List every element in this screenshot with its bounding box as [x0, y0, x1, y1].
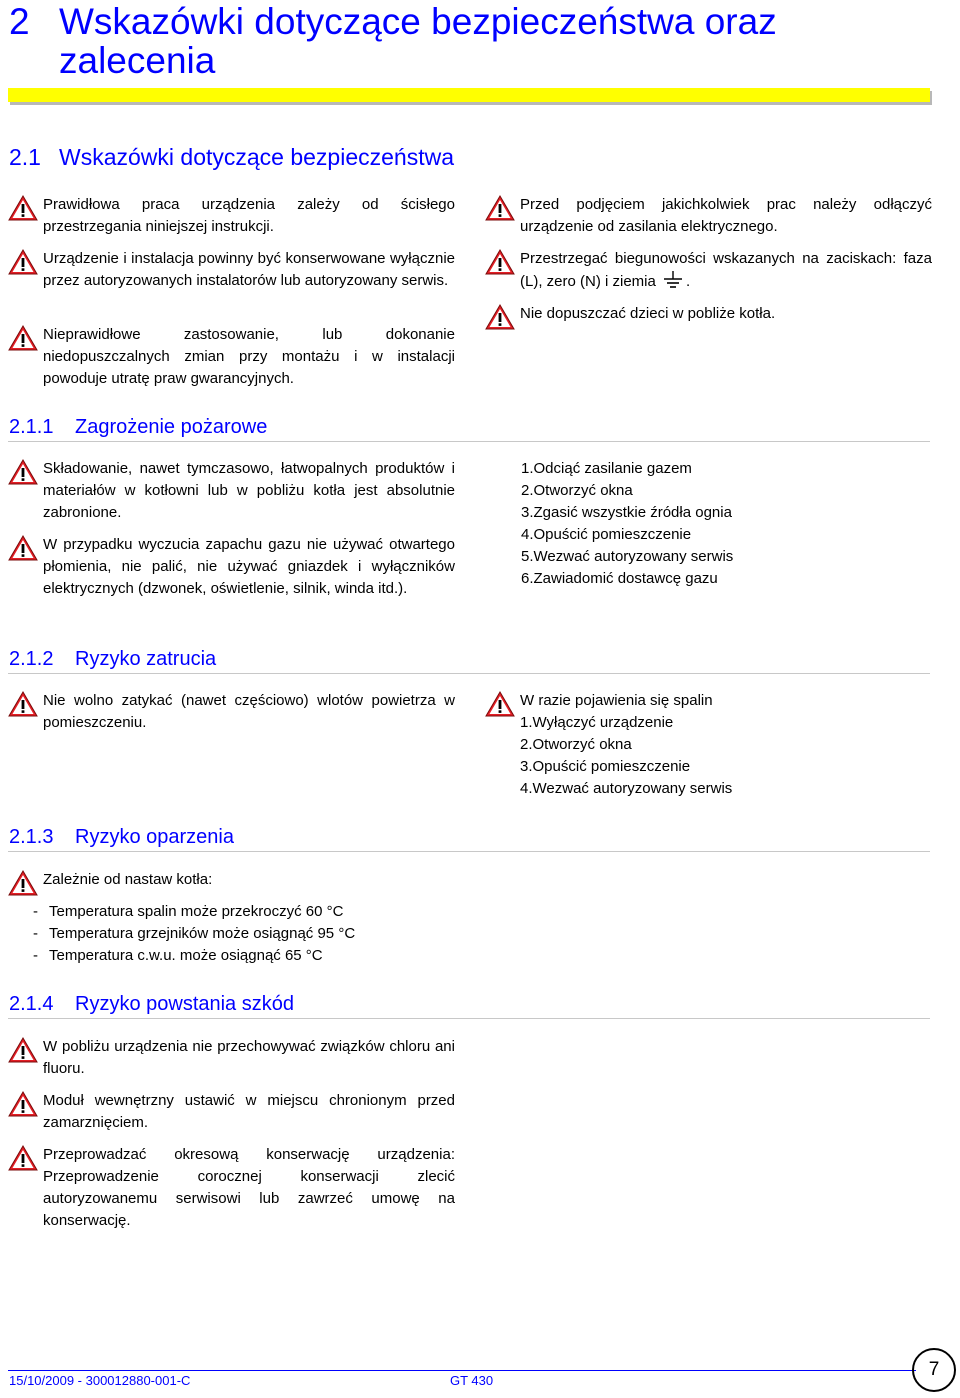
- list-item: 1.Wyłączyć urządzenie: [520, 714, 674, 731]
- warning-icon: [485, 304, 515, 330]
- warning-icon: [8, 325, 38, 351]
- safety-text: Urządzenie i instalacja powinny być konserwowane wyłącznie przez autoryzowanych instalatorów lub autoryzowany serwis.: [43, 250, 455, 289]
- list-item: 5.Wezwać autoryzowany serwis: [521, 548, 734, 565]
- warning-icon: [8, 1037, 38, 1063]
- chapter-title: Wskazówki dotyczące bezpieczeństwa oraz zalecenia: [59, 1, 777, 81]
- list-item: 3.Opuścić pomieszczenie: [520, 758, 691, 775]
- divider: [8, 441, 930, 442]
- divider: [8, 673, 930, 674]
- footer-document-code: 15/10/2009 - 300012880-001-C: [9, 1373, 191, 1388]
- list-item: 2.Otworzyć okna: [521, 482, 633, 499]
- divider: [8, 1018, 930, 1019]
- steps-title: W razie pojawienia się spalin: [520, 692, 713, 709]
- list-item: 2.Otworzyć okna: [520, 736, 632, 753]
- page-number: 7: [912, 1348, 956, 1392]
- warning-icon: [8, 870, 38, 896]
- warning-icon: [8, 691, 38, 717]
- warning-icon: [8, 1091, 38, 1117]
- warning-icon: [485, 691, 515, 717]
- chapter-number: 2: [9, 1, 30, 42]
- list-item: 3.Zgasić wszystkie źródła ognia: [521, 504, 732, 521]
- section-title: Wskazówki dotyczące bezpieczeństwa: [59, 144, 454, 170]
- fire-steps-list: [521, 458, 733, 590]
- safety-text: Prawidłowa praca urządzenia zależy od ścisłego przestrzegania niniejszej instrukcji.: [43, 196, 455, 235]
- warning-icon: [8, 1145, 38, 1171]
- warning-icon: [8, 249, 38, 275]
- list-item: 4.Opuścić pomieszczenie: [521, 526, 692, 543]
- warning-icon: [485, 195, 515, 221]
- safety-polarity-text: Przestrzegać biegunowości wskazanych na zaciskach: faza (L), zero (N) i ziemia .: [520, 250, 932, 290]
- divider: [8, 851, 930, 852]
- safety-text: Przed podjęciem jakichkolwiek prac należy odłączyć urządzenie od zasilania elektrycznego.: [520, 196, 932, 235]
- list-item: 1.Odciąć zasilanie gazem: [521, 460, 692, 477]
- safety-text: Nieprawidłowe zastosowanie, lub dokonanie niedopuszczalnych zmian przy montażu i w instalacji powoduje utratę praw gwarancyjnych.: [43, 326, 455, 387]
- warning-icon: [8, 459, 38, 485]
- footer-model: GT 430: [450, 1373, 494, 1388]
- section-number: 2.1: [9, 144, 41, 170]
- list-item: 4.Wezwać autoryzowany serwis: [520, 780, 733, 797]
- warning-icon: [485, 249, 515, 275]
- footer-divider: [8, 1370, 916, 1371]
- warning-icon: [8, 195, 38, 221]
- heading-bar: [8, 88, 930, 102]
- ground-symbol-icon: [662, 270, 684, 290]
- safety-text: Nie dopuszczać dzieci w pobliże kotła.: [520, 305, 776, 322]
- warning-icon: [8, 535, 38, 561]
- list-item: 6.Zawiadomić dostawcę gazu: [521, 570, 718, 587]
